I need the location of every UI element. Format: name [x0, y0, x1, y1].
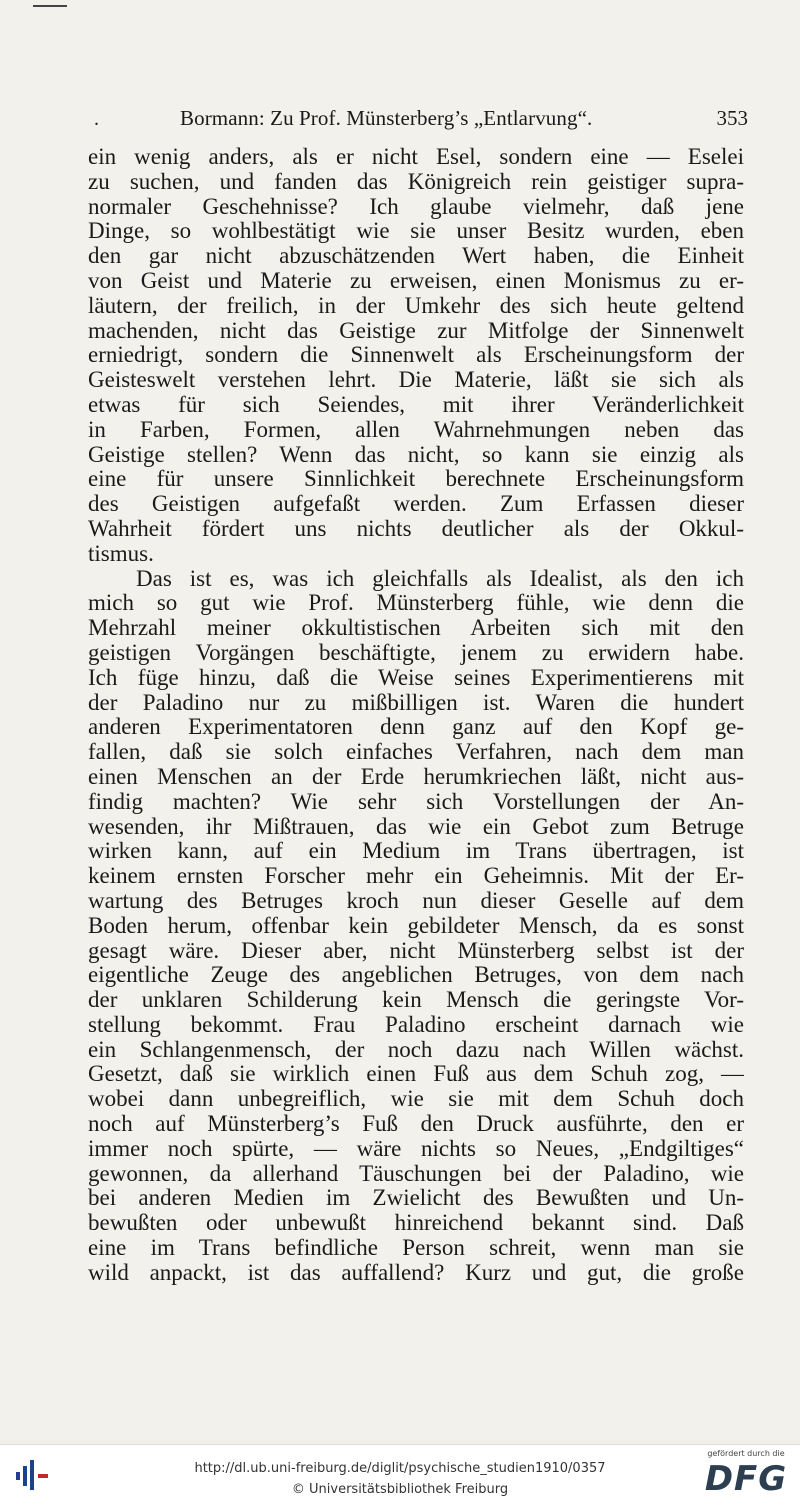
text-line: immer noch spürte, — wäre nichts so Neues, „Endgiltiges“ [88, 1136, 744, 1161]
running-title: Bormann: Zu Prof. Münsterberg’s „Entlarvung“. [180, 106, 593, 130]
dfg-caption: gefördert durch die [707, 1449, 785, 1458]
text-line: eine im Trans befindliche Person schreit, wenn man sie [88, 1236, 744, 1261]
text-line: keinem ernsten Forscher mehr ein Geheimnis. Mit der Er- [88, 864, 744, 889]
text-line: normaler Geschehnisse? Ich glaube vielmehr, daß jene [88, 194, 744, 219]
text-line: wirken kann, auf ein Medium im Trans übertragen, ist [88, 839, 744, 864]
footer-bar [0, 1444, 800, 1505]
header-mark: . [94, 108, 99, 130]
text-line: in Farben, Formen, allen Wahrnehmungen neben das [88, 417, 744, 442]
page-number: 353 [716, 106, 748, 130]
text-line: von Geist und Materie zu erweisen, einen Monismus zu er- [88, 268, 744, 293]
text-line: wartung des Betruges kroch nun dieser Geselle auf dem [88, 888, 744, 913]
running-head [86, 106, 748, 136]
text-line: tismus. [88, 541, 154, 566]
text-line: findig machten? Wie sehr sich Vorstellungen der An- [88, 789, 744, 814]
text-line: eigentliche Zeuge des angeblichen Betruges, von dem nach [88, 963, 744, 988]
text-line: anderen Experimentatoren denn ganz auf den Kopf ge- [88, 715, 744, 740]
text-line: ein wenig anders, als er nicht Esel, sondern eine — Eselei [88, 145, 744, 169]
text-line: bei anderen Medien im Zwielicht des Bewußten und Un- [88, 1186, 744, 1211]
dfg-logo [704, 1449, 788, 1503]
text-line: Gesetzt, daß sie wirklich einen Fuß aus dem Schuh zog, — [88, 1062, 744, 1087]
text-line: mich so gut wie Prof. Münsterberg fühle, wie denn die [88, 591, 744, 616]
text-line: wild anpackt, ist das auffallend? Kurz und gut, die große [88, 1260, 744, 1285]
text-line: erniedrigt, sondern die Sinnenwelt als Erscheinungsform der [88, 343, 744, 368]
text-line: der Paladino nur zu mißbilligen ist. Waren die hundert [88, 690, 744, 715]
text-line: einen Menschen an der Erde herumkriechen läßt, nicht aus- [88, 764, 744, 789]
text-line: wesenden, ihr Mißtrauen, das wie ein Gebot zum Betruge [88, 814, 744, 839]
text-line: gesagt wäre. Dieser aber, nicht Münsterberg selbst ist der [88, 938, 744, 963]
text-line: der unklaren Schilderung kein Mensch die geringste Vor- [88, 988, 744, 1013]
text-line: geistigen Vorgängen beschäftigte, jenem zu erwidern habe. [88, 640, 744, 665]
text-line: gewonnen, da allerhand Täuschungen bei der Paladino, wie [88, 1161, 744, 1186]
text-line: Boden herum, offenbar kein gebildeter Mensch, da es sonst [88, 913, 744, 938]
text-line: den gar nicht abzuschätzenden Wert haben, die Einheit [88, 244, 744, 269]
text-line: etwas für sich Seiendes, mit ihrer Veränderlichkeit [88, 392, 744, 417]
text-line: bewußten oder unbewußt hinreichend bekannt sind. Daß [88, 1211, 744, 1236]
text-line: des Geistigen aufgefaßt werden. Zum Erfassen dieser [88, 492, 744, 517]
text-line: wobei dann unbegreiflich, wie sie mit dem Schuh doch [88, 1087, 744, 1112]
text-line: ein Schlangenmensch, der noch dazu nach Willen wächst. [88, 1037, 744, 1062]
text-line: Das ist es, was ich gleichfalls als Idealist, als den ich [136, 566, 744, 591]
text-line: eine für unsere Sinnlichkeit berechnete Erscheinungsform [88, 467, 744, 492]
text-line: Ich füge hinzu, daß die Weise seines Experimentierens mit [88, 665, 744, 690]
dfg-wordmark: DFG [704, 1459, 788, 1499]
text-line: Geisteswelt verstehen lehrt. Die Materie, läßt sie sich als [88, 368, 744, 393]
text-line: machenden, nicht das Geistige zur Mitfolge der Sinnenwelt [88, 318, 744, 343]
text-line: zu suchen, und fanden das Königreich rein geistiger supra- [88, 169, 744, 194]
text-line: stellung bekommt. Frau Paladino erscheint darnach wie [88, 1012, 744, 1037]
text-line: noch auf Münsterberg’s Fuß den Druck ausführte, den er [88, 1112, 744, 1137]
copyright-text: © Universitätsbibliothek Freiburg [291, 1482, 509, 1497]
text-line: Mehrzahl meiner okkultistischen Arbeiten sich mit den [88, 616, 744, 641]
text-line: fallen, daß sie solch einfaches Verfahren, nach dem man [88, 740, 744, 765]
text-line: Geistige stellen? Wenn das nicht, so kann sie einzig als [88, 442, 744, 467]
source-url-link[interactable]: http://dl.ub.uni-freiburg.de/diglit/psychische_studien1910/0357 [194, 1461, 606, 1476]
text-line: Wahrheit fördert uns nichts deutlicher als der Okkul- [88, 516, 744, 541]
text-line: läutern, der freilich, in der Umkehr des sich heute geltend [88, 293, 744, 318]
text-line: Dinge, so wohlbestätigt wie sie unser Besitz wurden, eben [88, 219, 744, 244]
body-text [88, 145, 744, 1286]
top-rule [33, 5, 67, 7]
